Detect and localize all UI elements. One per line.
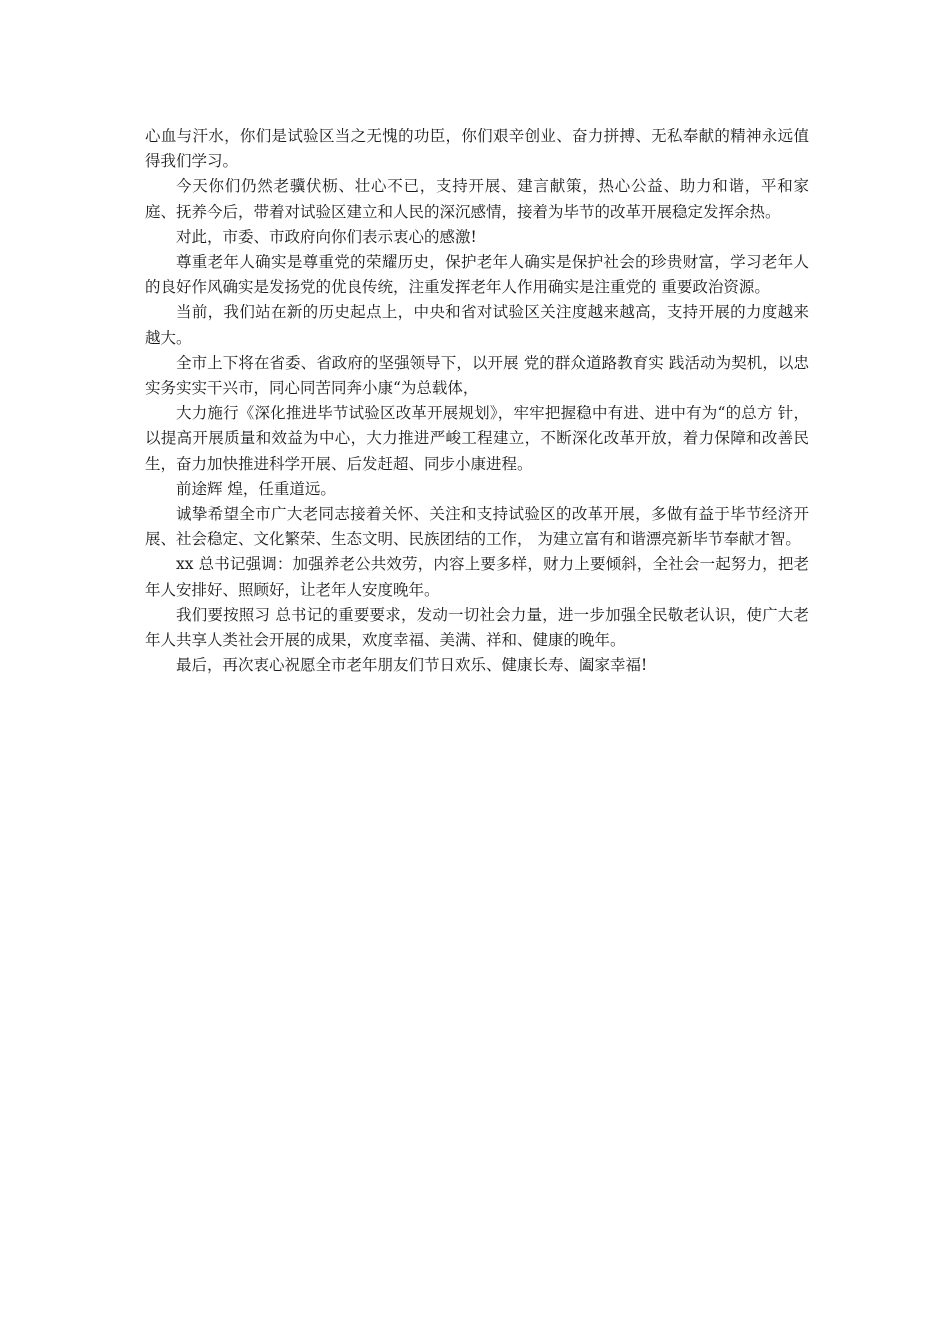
paragraph-1: 心血与汗水，你们是试验区当之无愧的功臣，你们艰辛创业、奋力拼搏、无私奉献的精神永远值得我们学习。: [145, 127, 809, 171]
paragraph-4: 尊重老年人确实是尊重党的荣耀历史，保护老年人确实是保护社会的珍贵财富，学习老年人的良好作风确实是发扬党的优良传统，注重发挥老年人作用确实是注重党的 重要政治资源。: [145, 253, 809, 297]
paragraph-8: 前途辉 煌，任重道远。: [176, 479, 336, 498]
paragraph-6: 全市上下将在省委、省政府的坚强领导下，以开展 党的群众道路教育实 践活动为契机，以忠实务实实干兴市，同心同苦同奔小康“为总载体，: [145, 353, 809, 398]
paragraph-12: 最后，再次衷心祝愿全市老年朋友们节日欢乐、健康长寿、阖家幸福!: [176, 656, 648, 675]
paragraph-2: 今天你们仍然老骥伏枥、壮心不已，支持开展、建言献策，热心公益、助力和谐，平和家庭、抚养今后，带着对试验区建立和人民的深沉感情，接着为毕节的改革开展稳定发挥余热。: [145, 177, 809, 221]
document-body: [145, 124, 809, 678]
paragraph-9: 诚挚希望全市广大老同志接着关怀、关注和支持试验区的改革开展，多做有益于毕节经济开展、社会稳定、文化繁荣、生态文明、民族团结的工作， 为建立富有和谐漂亮新毕节奉献才智。: [145, 505, 809, 549]
paragraph-11: 我们要按照习 总书记的重要要求，发动一切社会力量，进一步加强全民敬老认识，使广大老年人共享人类社会开展的成果，欢度幸福、美满、祥和、健康的晚年。: [145, 605, 809, 650]
paragraph-5: 当前，我们站在新的历史起点上，中央和省对试验区关注度越来越高，支持开展的力度越来越大。: [145, 303, 809, 347]
paragraph-3: 对此，市委、市政府向你们表示衷心的感激!: [176, 227, 477, 246]
paragraph-10: xx 总书记强调：加强养老公共效劳，内容上要多样，财力上要倾斜，全社会一起努力，把老年人安排好、照顾好，让老年人安度晚年。: [145, 555, 809, 599]
paragraph-7: 大力施行《深化推进毕节试验区改革开展规划》，牢牢把握稳中有进、进中有为“的总方 针，以提高开展质量和效益为中心，大力推进严峻工程建立，不断深化改革开放，着力保障和改善民生，奋力加快推进科学开展、后发赶超、同步小康进程。: [145, 404, 809, 473]
